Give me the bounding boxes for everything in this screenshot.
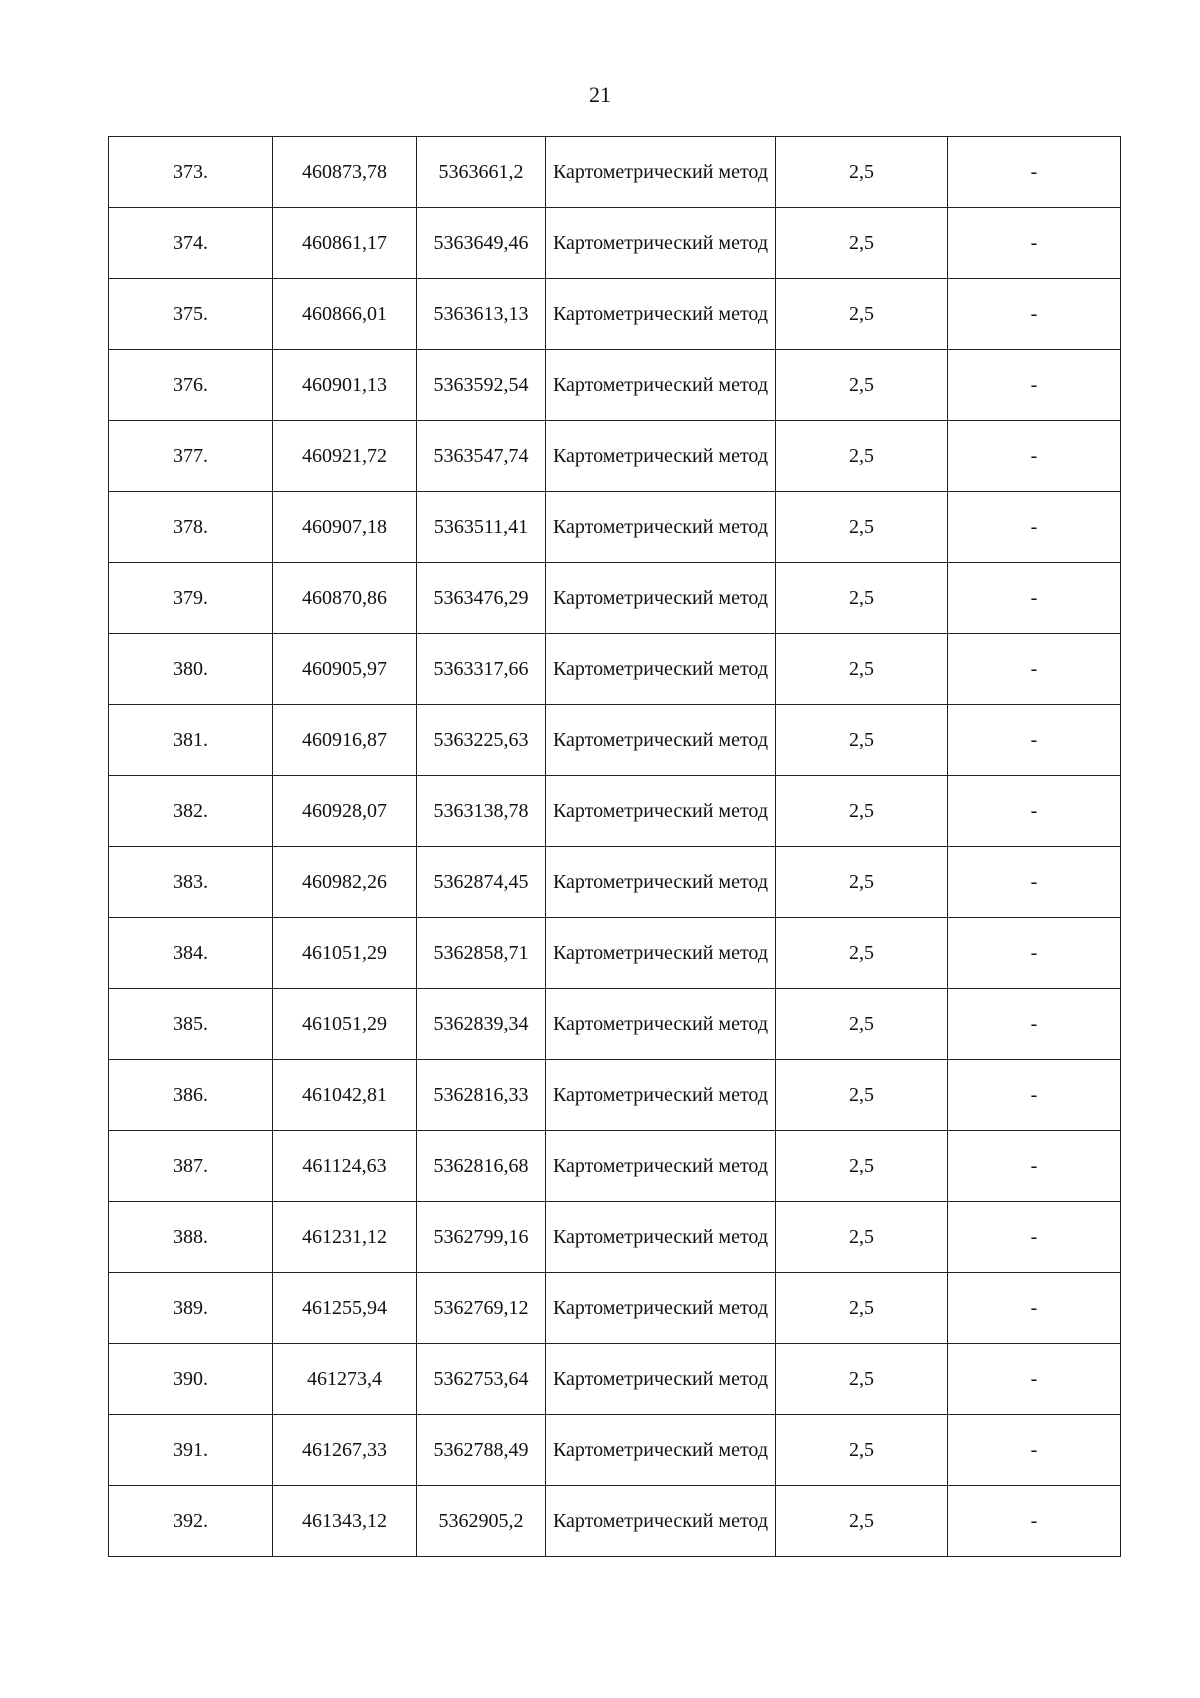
note-cell: - <box>948 1415 1121 1486</box>
note-cell: - <box>948 563 1121 634</box>
note-cell: - <box>948 1486 1121 1557</box>
note-cell: - <box>948 634 1121 705</box>
point-number-cell: 384. <box>109 918 273 989</box>
table-row <box>109 421 1121 492</box>
point-number-cell: 391. <box>109 1415 273 1486</box>
accuracy-cell: 2,5 <box>776 1486 948 1557</box>
note-cell: - <box>948 1344 1121 1415</box>
note-cell: - <box>948 705 1121 776</box>
method-cell: Картометрический метод <box>546 634 776 705</box>
point-number-cell: 392. <box>109 1486 273 1557</box>
table-row <box>109 705 1121 776</box>
method-cell: Картометрический метод <box>546 1486 776 1557</box>
point-number-cell: 390. <box>109 1344 273 1415</box>
note-cell: - <box>948 492 1121 563</box>
point-number-cell: 375. <box>109 279 273 350</box>
y-coordinate-cell: 5362799,16 <box>417 1202 546 1273</box>
note-cell: - <box>948 279 1121 350</box>
y-coordinate-cell: 5362839,34 <box>417 989 546 1060</box>
method-cell: Картометрический метод <box>546 1202 776 1273</box>
point-number-cell: 373. <box>109 137 273 208</box>
table-row <box>109 208 1121 279</box>
point-number-cell: 382. <box>109 776 273 847</box>
x-coordinate-cell: 460921,72 <box>273 421 417 492</box>
x-coordinate-cell: 460870,86 <box>273 563 417 634</box>
x-coordinate-cell: 460861,17 <box>273 208 417 279</box>
accuracy-cell: 2,5 <box>776 137 948 208</box>
table-row <box>109 1344 1121 1415</box>
x-coordinate-cell: 461231,12 <box>273 1202 417 1273</box>
table-row <box>109 634 1121 705</box>
point-number-cell: 386. <box>109 1060 273 1131</box>
method-cell: Картометрический метод <box>546 989 776 1060</box>
table-row <box>109 989 1121 1060</box>
note-cell: - <box>948 1273 1121 1344</box>
point-number-cell: 377. <box>109 421 273 492</box>
table-row <box>109 1415 1121 1486</box>
x-coordinate-cell: 461124,63 <box>273 1131 417 1202</box>
y-coordinate-cell: 5362858,71 <box>417 918 546 989</box>
method-cell: Картометрический метод <box>546 137 776 208</box>
table-body <box>109 137 1121 1557</box>
method-cell: Картометрический метод <box>546 1344 776 1415</box>
x-coordinate-cell: 460916,87 <box>273 705 417 776</box>
table-row <box>109 918 1121 989</box>
point-number-cell: 387. <box>109 1131 273 1202</box>
x-coordinate-cell: 460905,97 <box>273 634 417 705</box>
table-row <box>109 563 1121 634</box>
y-coordinate-cell: 5363476,29 <box>417 563 546 634</box>
x-coordinate-cell: 461343,12 <box>273 1486 417 1557</box>
accuracy-cell: 2,5 <box>776 208 948 279</box>
y-coordinate-cell: 5363592,54 <box>417 350 546 421</box>
x-coordinate-cell: 461051,29 <box>273 918 417 989</box>
point-number-cell: 374. <box>109 208 273 279</box>
y-coordinate-cell: 5362816,33 <box>417 1060 546 1131</box>
point-number-cell: 385. <box>109 989 273 1060</box>
accuracy-cell: 2,5 <box>776 421 948 492</box>
table-row <box>109 1060 1121 1131</box>
x-coordinate-cell: 460928,07 <box>273 776 417 847</box>
accuracy-cell: 2,5 <box>776 776 948 847</box>
y-coordinate-cell: 5363649,46 <box>417 208 546 279</box>
x-coordinate-cell: 461273,4 <box>273 1344 417 1415</box>
coordinates-table <box>108 136 1121 1557</box>
table-row <box>109 492 1121 563</box>
page-number: 21 <box>589 82 611 107</box>
y-coordinate-cell: 5362905,2 <box>417 1486 546 1557</box>
method-cell: Картометрический метод <box>546 492 776 563</box>
method-cell: Картометрический метод <box>546 1060 776 1131</box>
accuracy-cell: 2,5 <box>776 847 948 918</box>
table-row <box>109 1486 1121 1557</box>
y-coordinate-cell: 5363511,41 <box>417 492 546 563</box>
method-cell: Картометрический метод <box>546 705 776 776</box>
accuracy-cell: 2,5 <box>776 492 948 563</box>
point-number-cell: 378. <box>109 492 273 563</box>
note-cell: - <box>948 1131 1121 1202</box>
point-number-cell: 389. <box>109 1273 273 1344</box>
x-coordinate-cell: 460901,13 <box>273 350 417 421</box>
note-cell: - <box>948 918 1121 989</box>
method-cell: Картометрический метод <box>546 776 776 847</box>
accuracy-cell: 2,5 <box>776 1344 948 1415</box>
accuracy-cell: 2,5 <box>776 1060 948 1131</box>
y-coordinate-cell: 5363613,13 <box>417 279 546 350</box>
note-cell: - <box>948 776 1121 847</box>
table-row <box>109 279 1121 350</box>
accuracy-cell: 2,5 <box>776 1273 948 1344</box>
table-row <box>109 350 1121 421</box>
y-coordinate-cell: 5362769,12 <box>417 1273 546 1344</box>
accuracy-cell: 2,5 <box>776 279 948 350</box>
point-number-cell: 380. <box>109 634 273 705</box>
y-coordinate-cell: 5362816,68 <box>417 1131 546 1202</box>
accuracy-cell: 2,5 <box>776 563 948 634</box>
table-row <box>109 847 1121 918</box>
table-row <box>109 776 1121 847</box>
note-cell: - <box>948 1202 1121 1273</box>
point-number-cell: 383. <box>109 847 273 918</box>
method-cell: Картометрический метод <box>546 563 776 634</box>
y-coordinate-cell: 5363225,63 <box>417 705 546 776</box>
method-cell: Картометрический метод <box>546 847 776 918</box>
table-row <box>109 1202 1121 1273</box>
accuracy-cell: 2,5 <box>776 705 948 776</box>
table-row <box>109 1273 1121 1344</box>
note-cell: - <box>948 350 1121 421</box>
x-coordinate-cell: 460873,78 <box>273 137 417 208</box>
x-coordinate-cell: 461042,81 <box>273 1060 417 1131</box>
y-coordinate-cell: 5362874,45 <box>417 847 546 918</box>
x-coordinate-cell: 461255,94 <box>273 1273 417 1344</box>
method-cell: Картометрический метод <box>546 208 776 279</box>
method-cell: Картометрический метод <box>546 350 776 421</box>
note-cell: - <box>948 421 1121 492</box>
accuracy-cell: 2,5 <box>776 1202 948 1273</box>
y-coordinate-cell: 5362753,64 <box>417 1344 546 1415</box>
y-coordinate-cell: 5363547,74 <box>417 421 546 492</box>
note-cell: - <box>948 989 1121 1060</box>
note-cell: - <box>948 1060 1121 1131</box>
y-coordinate-cell: 5363317,66 <box>417 634 546 705</box>
method-cell: Картометрический метод <box>546 1131 776 1202</box>
table-row <box>109 1131 1121 1202</box>
note-cell: - <box>948 847 1121 918</box>
x-coordinate-cell: 461051,29 <box>273 989 417 1060</box>
point-number-cell: 376. <box>109 350 273 421</box>
y-coordinate-cell: 5362788,49 <box>417 1415 546 1486</box>
x-coordinate-cell: 460982,26 <box>273 847 417 918</box>
y-coordinate-cell: 5363138,78 <box>417 776 546 847</box>
accuracy-cell: 2,5 <box>776 1131 948 1202</box>
accuracy-cell: 2,5 <box>776 634 948 705</box>
point-number-cell: 388. <box>109 1202 273 1273</box>
point-number-cell: 381. <box>109 705 273 776</box>
method-cell: Картометрический метод <box>546 421 776 492</box>
accuracy-cell: 2,5 <box>776 350 948 421</box>
method-cell: Картометрический метод <box>546 1273 776 1344</box>
note-cell: - <box>948 137 1121 208</box>
x-coordinate-cell: 460907,18 <box>273 492 417 563</box>
accuracy-cell: 2,5 <box>776 989 948 1060</box>
point-number-cell: 379. <box>109 563 273 634</box>
x-coordinate-cell: 461267,33 <box>273 1415 417 1486</box>
method-cell: Картометрический метод <box>546 918 776 989</box>
table-row <box>109 137 1121 208</box>
x-coordinate-cell: 460866,01 <box>273 279 417 350</box>
accuracy-cell: 2,5 <box>776 918 948 989</box>
method-cell: Картометрический метод <box>546 279 776 350</box>
accuracy-cell: 2,5 <box>776 1415 948 1486</box>
note-cell: - <box>948 208 1121 279</box>
method-cell: Картометрический метод <box>546 1415 776 1486</box>
y-coordinate-cell: 5363661,2 <box>417 137 546 208</box>
